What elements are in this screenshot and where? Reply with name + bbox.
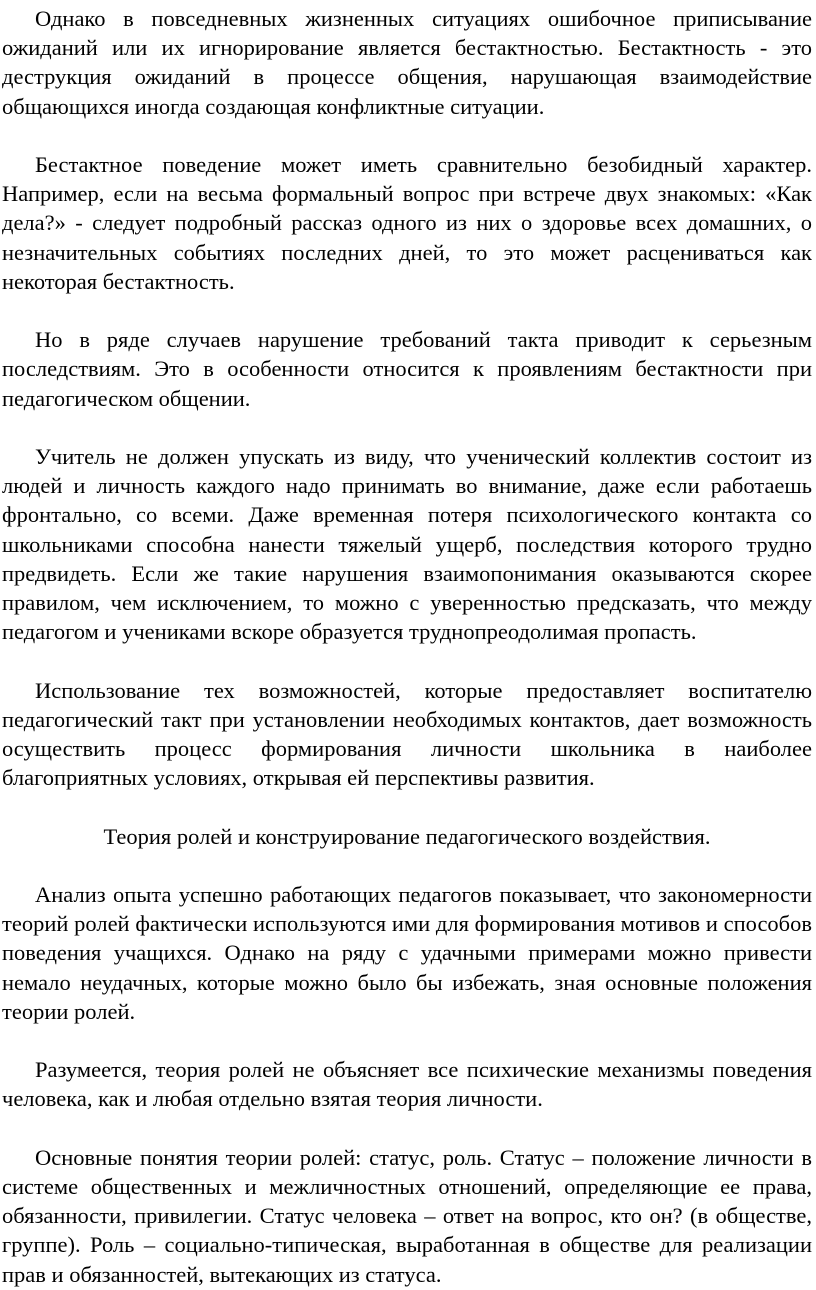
paragraph-harmless-tactlessness: Бестактное поведение может иметь сравнительно безобидный характер. Например, если на весьма формальный вопрос при встрече двух знакомых: «Как дела?» - следует подробный рассказ одного из них о здоровье всех домашних, о незначительных событиях последних дней, то это может расцениваться как некоторая бестактность. — [2, 152, 812, 294]
paragraph-role-theory-limits: Разумеется, теория ролей не объясняет все психические механизмы поведения человека, как и любая отдельно взятая теория личности. — [2, 1057, 812, 1112]
paragraph-tactlessness-definition: Однако в повседневных жизненных ситуациях ошибочное приписывание ожиданий или их игнорирование является бестактностью. Бестактность - это деструкция ожиданий в процессе общения, нарушающая взаимодействие общающихся иногда создающая конфликтные ситуации. — [2, 6, 812, 119]
paragraph-teacher-collective: Учитель не должен упускать из виду, что ученический коллектив состоит из людей и личность каждого надо принимать во внимание, даже если работаешь фронтально, со всеми. Даже временная потеря психологического контакта со школьниками способна нанести тяжелый ущерб, последствия которого трудно предвидеть. Если же такие нарушения взаимопонимания оказываются скорее правилом, чем исключением, то можно с уверенностью предсказать, что между педагогом и учениками вскоре образуется труднопреодолимая пропасть. — [2, 444, 812, 645]
document-page — [2, 4, 812, 1289]
paragraph-pedagogical-tact: Использование тех возможностей, которые предоставляет воспитателю педагогический такт при установлении необходимых контактов, дает возможность осуществить процесс формирования личности школьника в наиболее благоприятных условиях, открывая ей перспективы развития. — [2, 677, 812, 791]
section-heading: Теория ролей и конструирование педагогического воздействия. — [103, 823, 711, 849]
paragraph-serious-consequences: Но в ряде случаев нарушение требований такта приводит к серьезным последствиям. Это в особенности относится к проявлениям бестактности при педагогическом общении. — [2, 327, 812, 411]
paragraph-role-theory-analysis: Анализ опыта успешно работающих педагогов показывает, что закономерности теорий ролей фактически используются ими для формирования мотивов и способов поведения учащихся. Однако на ряду с удачными примерами можно привести немало неудачных, которые можно было бы избежать, зная основные положения теории ролей. — [2, 882, 812, 1024]
paragraph-status-role-concepts: Основные понятия теории ролей: статус, роль. Статус – положение личности в системе общественных и межличностных отношений, определяющие ее права, обязанности, привилегии. Статус человека – ответ на вопрос, кто он? (в обществе, группе). Роль – социально-типическая, выработанная в обществе для реализации прав и обязанностей, вытекающих из статуса. — [2, 1144, 812, 1287]
